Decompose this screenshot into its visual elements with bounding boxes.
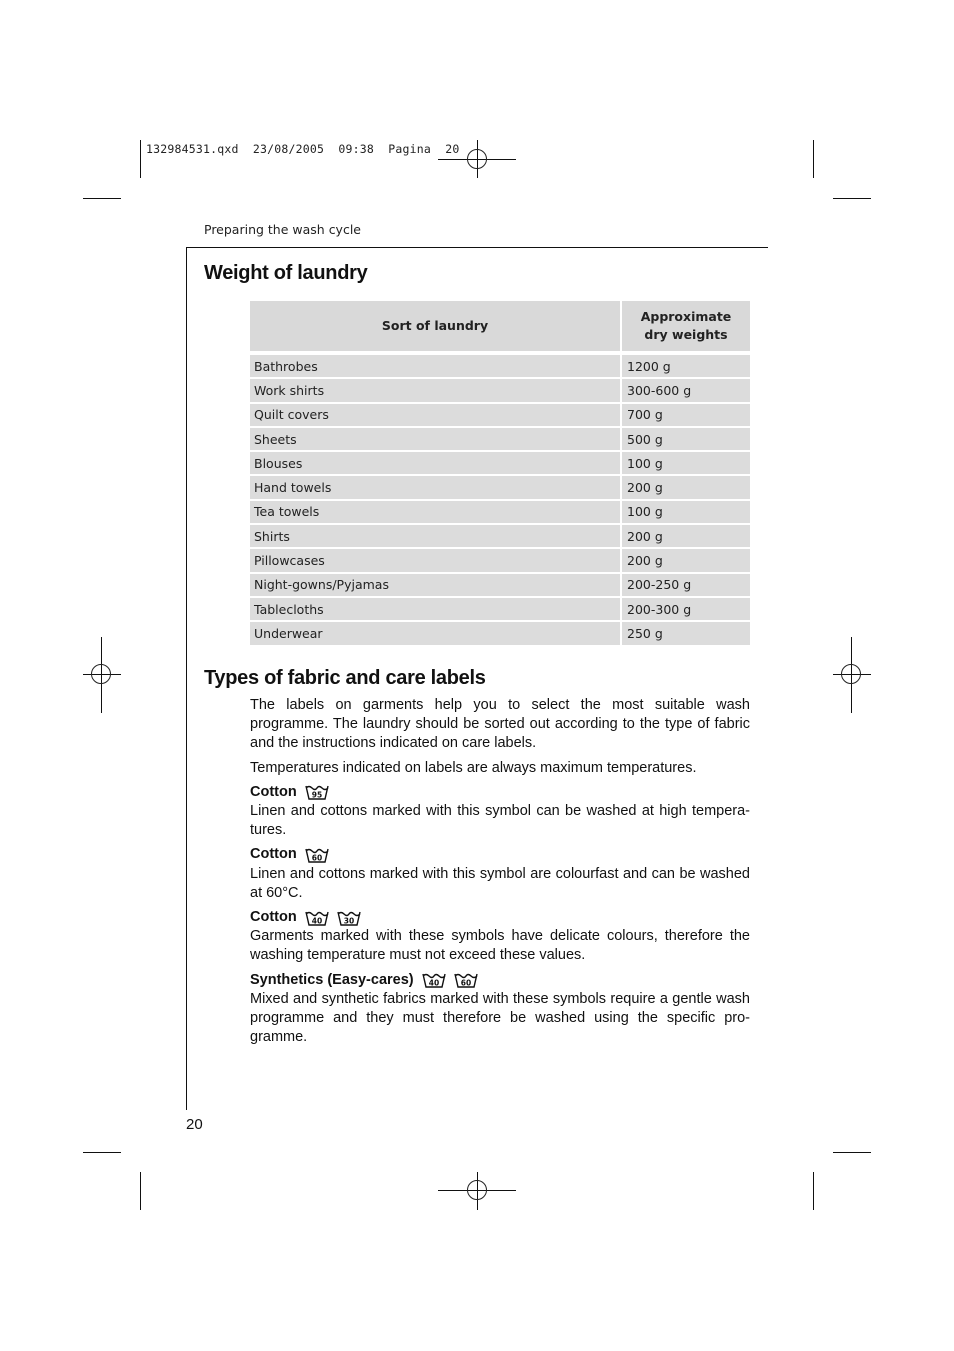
- crop-mark: [83, 1152, 121, 1153]
- care-label-description: Mixed and synthetic fabrics marked with these symbols require a gentle wash programme and they must therefore be washed using the specific pro-gramme.: [250, 990, 750, 1046]
- table-body: [250, 355, 750, 645]
- cell-weight: 200 g: [622, 549, 750, 571]
- cell-weight: 700 g: [622, 404, 750, 426]
- cell-laundry-type: Shirts: [250, 525, 620, 547]
- fabric-section-body: [250, 696, 750, 1052]
- wash-tub-30-icon: [337, 910, 361, 926]
- cell-laundry-type: Night-gowns/Pyjamas: [250, 574, 620, 596]
- registration-mark-icon: [841, 664, 861, 684]
- care-label-name: Synthetics (Easy-cares): [250, 971, 414, 988]
- care-label-heading: [250, 908, 750, 927]
- registration-mark-icon: [467, 1180, 487, 1200]
- care-label-name: Cotton: [250, 909, 297, 926]
- table-row: [250, 574, 750, 596]
- svg-text:40: 40: [428, 978, 439, 988]
- cell-weight: 300-600 g: [622, 379, 750, 401]
- wash-tub-40-icon: [305, 910, 329, 926]
- table-row: [250, 428, 750, 450]
- cell-weight: 200-250 g: [622, 574, 750, 596]
- file-slug: 132984531.qxd 23/08/2005 09:38 Pagina 20: [146, 142, 460, 156]
- table-row: [250, 379, 750, 401]
- cell-weight: 1200 g: [622, 355, 750, 377]
- cell-laundry-type: Tea towels: [250, 501, 620, 523]
- table-row: [250, 404, 750, 426]
- care-label-list: [250, 783, 750, 1048]
- wash-tub-95-icon: [305, 784, 329, 800]
- running-header: Preparing the wash cycle: [204, 222, 361, 237]
- column-header-sort: Sort of laundry: [250, 301, 620, 351]
- header-rule: [186, 247, 768, 248]
- care-label-heading: [250, 845, 750, 864]
- table-row: [250, 598, 750, 620]
- table-row: [250, 549, 750, 571]
- crop-mark: [813, 140, 814, 178]
- care-label-heading: [250, 783, 750, 802]
- cell-laundry-type: Tablecloths: [250, 598, 620, 620]
- registration-mark-icon: [91, 664, 111, 684]
- care-label-heading: [250, 971, 750, 990]
- table-row: [250, 355, 750, 377]
- care-label-name: Cotton: [250, 783, 297, 800]
- care-label-description: Garments marked with these symbols have delicate colours, therefore the washing temperature must not exceed these values.: [250, 928, 750, 964]
- cell-laundry-type: Work shirts: [250, 379, 620, 401]
- cell-weight: 200 g: [622, 476, 750, 498]
- cell-laundry-type: Blouses: [250, 452, 620, 474]
- cell-laundry-type: Bathrobes: [250, 355, 620, 377]
- crop-mark: [833, 1152, 871, 1153]
- temperature-note: Temperatures indicated on labels are always maximum temperatures.: [250, 759, 697, 776]
- svg-text:95: 95: [311, 790, 322, 800]
- cell-laundry-type: Sheets: [250, 428, 620, 450]
- cell-laundry-type: Pillowcases: [250, 549, 620, 571]
- svg-text:60: 60: [311, 853, 322, 863]
- table-row: [250, 476, 750, 498]
- section-title-fabric: Types of fabric and care labels: [204, 667, 486, 689]
- svg-text:30: 30: [343, 916, 354, 926]
- cell-laundry-type: Quilt covers: [250, 404, 620, 426]
- margin-rule: [186, 247, 187, 1110]
- section-title-weight: Weight of laundry: [204, 262, 368, 284]
- wash-tub-40-icon: [422, 972, 446, 988]
- crop-mark: [813, 1172, 814, 1210]
- table-row: [250, 501, 750, 523]
- cell-weight: 200 g: [622, 525, 750, 547]
- page-number: 20: [186, 1116, 203, 1133]
- cell-weight: 200-300 g: [622, 598, 750, 620]
- crop-mark: [140, 140, 141, 178]
- cell-laundry-type: Underwear: [250, 622, 620, 644]
- registration-mark-icon: [467, 149, 487, 169]
- cell-weight: 100 g: [622, 452, 750, 474]
- wash-tub-60-icon: [454, 972, 478, 988]
- table-row: [250, 525, 750, 547]
- svg-text:60: 60: [460, 978, 471, 988]
- care-label-description: Linen and cottons marked with this symbol can be washed at high tempera-tures.: [250, 803, 750, 839]
- care-label-name: Cotton: [250, 846, 297, 863]
- crop-mark: [83, 198, 121, 199]
- crop-mark: [833, 198, 871, 199]
- table-row: [250, 452, 750, 474]
- table-row: [250, 622, 750, 644]
- cell-weight: 250 g: [622, 622, 750, 644]
- table-header: [250, 301, 750, 351]
- svg-text:40: 40: [311, 916, 322, 926]
- wash-tub-60-icon: [305, 847, 329, 863]
- cell-weight: 100 g: [622, 501, 750, 523]
- intro-paragraph: The labels on garments help you to select the most suitable wash programme. The laundry should be sorted out according to the type of fabric and the instructions indicated on care labels.: [250, 697, 750, 752]
- care-label-description: Linen and cottons marked with this symbol are colourfast and can be washed at 60°C.: [250, 865, 750, 901]
- column-header-weight: Approximate dry weights: [622, 301, 750, 351]
- cell-weight: 500 g: [622, 428, 750, 450]
- crop-mark: [140, 1172, 141, 1210]
- cell-laundry-type: Hand towels: [250, 476, 620, 498]
- weight-table: [250, 301, 750, 647]
